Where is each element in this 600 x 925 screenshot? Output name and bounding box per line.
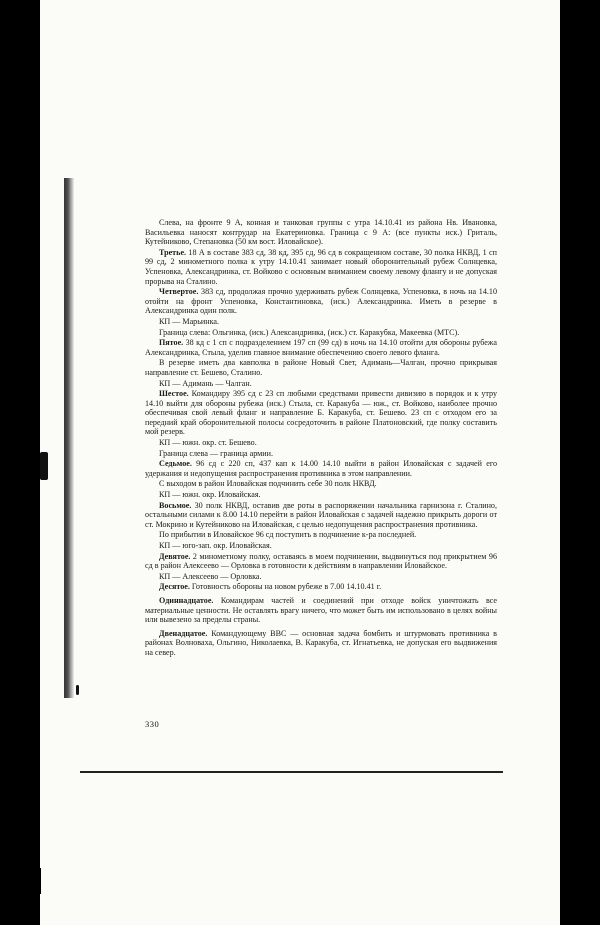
paragraph: КП — Адимань — Чалган. — [159, 378, 252, 388]
scan-mark — [76, 685, 79, 695]
paragraph: Граница слева: Ольгинка, (иск.) Александринка, (иск.) ст. Каракубка, Макеевка (МТС). — [159, 327, 460, 337]
paragraph: КП — юго-зап. окр. Иловайская. — [159, 541, 272, 550]
paragraph: Шестое. Командиру 395 сд с 23 сп любыми средствами привести дивизию в порядок и к утру 14.10 выйти для обороны рубежа (иск.) Стыла, ст. Каракуба — юж., ст. Войково, наиболее прочно обеспечивая свой левый фланг и направление Б. Каракуба, ст. Бешево. 23 сп с отходом его за передний край оборонительной полосы сосредоточить в районе Платоновский, где полку составить мой резерв. — [145, 389, 497, 437]
paragraph: КП — Марьинка. — [159, 316, 219, 326]
paragraph: КП — южн. окр. ст. Бешево. — [159, 438, 257, 448]
paragraph: Слева, на фронте 9 А, конная и танковая группы с утра 14.10.41 из района Нв. Ивановка, Васильевка наносят контрудар на Екатериновка. Граница с 9 А: (все пункты иск.) Гриталь, Кутейниково, Степановка (50 км вост. Иловайское). — [145, 218, 497, 247]
paragraph: По прибытии в Иловайское 96 сд поступить в подчинение к-ра последней. — [159, 530, 417, 540]
paragraph: Четвертое. 383 сд, продолжая прочно удерживать рубеж Солнцевка, Успеновка, в ночь на 14.10 отойти на фронт Успеновка, Константиновка, (иск.) Александринка. Иметь в резерве в Александринка один полк. — [145, 287, 497, 316]
paragraph: В резерве иметь два кавполка в районе Новый Свет, Адимань—Чалган, прочно прикрывая направление ст. Бешево, Сталино. — [145, 358, 497, 377]
scan-mark — [38, 868, 41, 894]
paragraph: Третье. 18 А в составе 383 сд, 38 кд, 395 сд, 96 сд в сокращенном составе, 30 полка НКВД, 1 сп 99 сд, 2 минометного полка к утру 14.10.41 занимает новый оборонительный рубеж Солнцевка, Успеновка, Александринка, ст. Войково с основным вниманием своему левому флангу и не допуская прорыва на Сталино. — [145, 247, 497, 286]
page-binding-shadow — [64, 178, 74, 698]
paragraph: Граница слева — граница армии. — [159, 448, 273, 458]
paragraph: КП — южн. окр. Иловайская. — [159, 490, 261, 500]
paragraph: Восьмое. 30 полк НКВД, оставив две роты в распоряжении начальника гарнизона г. Сталино, остальными силами к 8.00 14.10 перейти в район Иловайская с задачей надежно прикрыть дороги от ст. Мокрино и Кутейниково на Иловайская, с целью недопущения распространения противника. — [145, 500, 497, 529]
paragraph: Двенадцатое. Командующему ВВС — основная задача бомбить и штурмовать противника в районах Волноваха, Ольгино, Николаевка, В. Каракуба, ст. Игнатьевка, не допуская его выдвижения на север. — [145, 628, 497, 657]
paragraph: Одиннадцатое. Командирам частей и соединений при отходе войск уничтожать все материальные ценности. Не оставлять врагу ничего, что может быть им использовано в целях войны или вывезено за пределы страны. — [145, 595, 497, 625]
paragraph: Седьмое. 96 сд с 220 сп, 437 кап к 14.00 14.10 выйти в район Иловайская с задачей его удержания и недопущения распространения противника в этом направлении. — [145, 459, 497, 478]
paragraph: С выходом в район Иловайская подчинить себе 30 полк НКВД. — [159, 479, 377, 489]
paragraph: Девятое. 2 минометному полку, оставаясь в моем подчинении, выдвинуться под прикрытием 96 сд в район Алексеево — Орловка в готовности к действиям в направлении Иловайское. — [145, 551, 497, 571]
paragraph: Пятое. 38 кд с 1 сп с подразделением 197 сп (99 сд) в ночь на 14.10 отойти для обороны рубежа Александринка, Стыла, уделив главное внимание обеспечению своего левого фланга. — [145, 338, 497, 357]
paragraph: КП — Алексеево — Орловка. — [159, 571, 262, 581]
page-number: 330 — [145, 719, 160, 729]
paragraph: Десятое. Готовность обороны на новом рубеже в 7.00 14.10.41 г. — [159, 582, 382, 592]
scan-mark — [40, 452, 48, 480]
footer-rule — [80, 771, 503, 773]
document-body — [145, 218, 497, 658]
